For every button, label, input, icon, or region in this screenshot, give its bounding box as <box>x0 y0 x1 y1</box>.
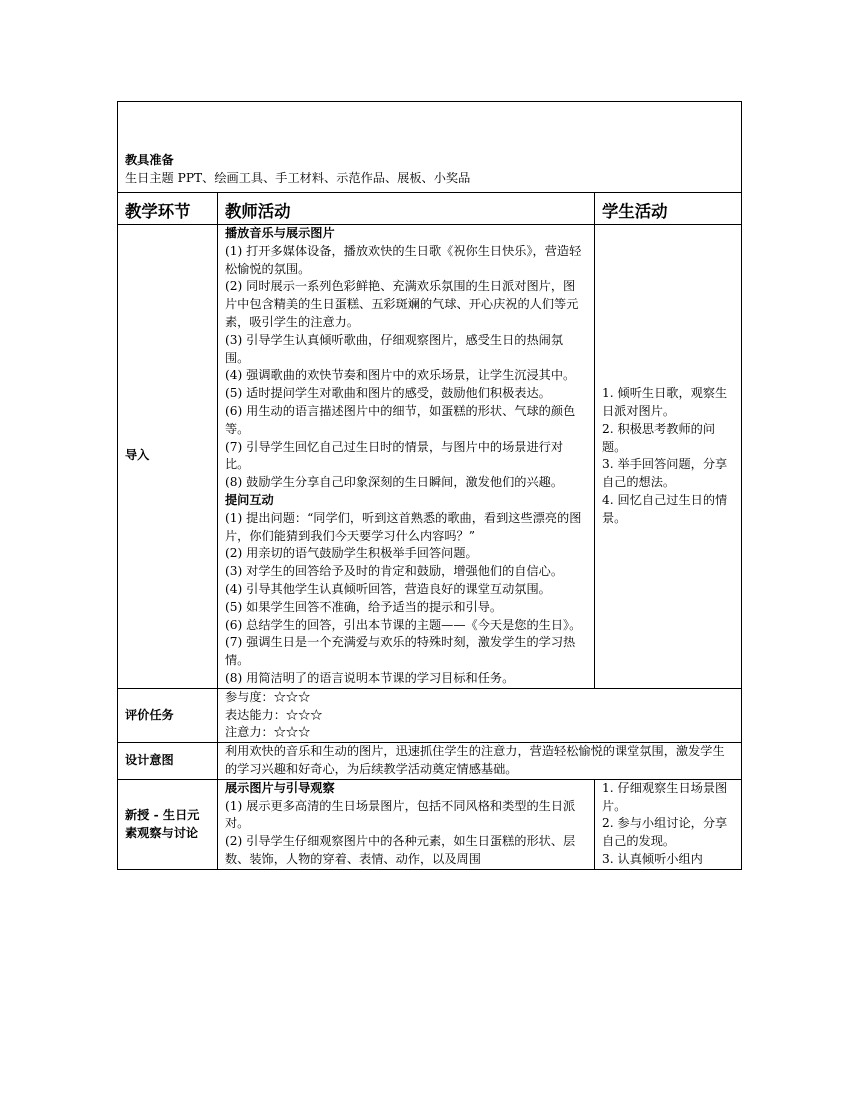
intro-section-title: 播放音乐与展示图片 <box>225 226 335 240</box>
prep-content: 生日主题 PPT、绘画工具、手工材料、示范作品、展板、小奖品 <box>125 171 471 186</box>
student-activity: 2. 积极思考教师的问题。 <box>602 421 716 454</box>
intro-row <box>118 225 742 689</box>
qa-item: (6) 总结学生的回答，引出本节课的主题——《今天是您的生日》。 <box>225 617 582 632</box>
new-stage: 新授 - 生日元素观察与讨论 <box>118 779 218 869</box>
lesson-plan-table <box>117 101 742 870</box>
new-student-cell <box>595 779 742 869</box>
intro-item: (2) 同时展示一系列色彩鲜艳、充满欢乐氛围的生日派对图片，图片中包含精美的生日蛋糕、五彩斑斓的气球、开心庆祝的人们等元素，吸引学生的注意力。 <box>225 279 579 329</box>
eval-row <box>118 688 742 742</box>
qa-item: (4) 引导其他学生认真倾听回答，营造良好的课堂互动氛围。 <box>225 581 551 596</box>
intro-item: (6) 用生动的语言描述图片中的细节，如蛋糕的形状、气球的颜色等。 <box>225 403 576 436</box>
eval-cell <box>218 688 742 742</box>
eval-item: 参与度：☆☆☆ <box>225 689 311 704</box>
prep-row <box>118 102 742 193</box>
eval-item: 注意力：☆☆☆ <box>225 725 311 740</box>
qa-item: (8) 用简洁明了的语言说明本节课的学习目标和任务。 <box>225 670 515 685</box>
header-row <box>118 193 742 225</box>
student-activity: 3. 举手回答问题，分享自己的想法。 <box>602 457 728 490</box>
student-activity: 1. 仔细观察生日场景图片。 <box>602 780 728 813</box>
qa-item: (5) 如果学生回答不准确，给予适当的提示和引导。 <box>225 599 503 614</box>
qa-item: (2) 用亲切的语气鼓励学生积极举手回答问题。 <box>225 546 478 561</box>
intro-item: (1) 打开多媒体设备，播放欢快的生日歌《祝你生日快乐》，营造轻松愉悦的氛围。 <box>225 243 582 276</box>
intent-text: 利用欢快的音乐和生动的图片，迅速抓住学生的注意力，营造轻松愉悦的课堂氛围，激发学生的学习兴趣和好奇心，为后续教学活动奠定情感基础。 <box>218 743 742 780</box>
qa-item: (7) 强调生日是一个充满爱与欢乐的特殊时刻，激发学生的学习热情。 <box>225 635 576 668</box>
intent-row <box>118 743 742 780</box>
prep-cell <box>118 102 742 193</box>
intro-item: (7) 引导学生回忆自己过生日时的情景，与图片中的场景进行对比。 <box>225 439 564 472</box>
header-stage: 教学环节 <box>118 193 218 225</box>
new-row <box>118 779 742 869</box>
intro-item: (3) 引导学生认真倾听歌曲，仔细观察图片，感受生日的热闹氛围。 <box>225 332 564 365</box>
new-teacher-cell <box>218 779 595 869</box>
intro-item: (5) 适时提问学生对歌曲和图片的感受，鼓励他们积极表达。 <box>225 386 551 401</box>
qa-item: (1) 提出问题：“同学们，听到这首熟悉的歌曲，看到这些漂亮的图片，你们能猜到我们今天要学习什么内容吗？” <box>225 510 582 543</box>
student-activity: 2. 参与小组讨论，分享自己的发现。 <box>602 816 728 849</box>
intro-stage: 导入 <box>118 225 218 689</box>
eval-stage: 评价任务 <box>118 688 218 742</box>
student-activity: 3. 认真倾听小组内 <box>602 851 703 866</box>
header-teacher: 教师活动 <box>218 193 595 225</box>
lesson-plan-page <box>117 101 741 870</box>
intro-item: (8) 鼓励学生分享自己印象深刻的生日瞬间，激发他们的兴趣。 <box>225 475 564 490</box>
qa-section-title: 提问互动 <box>225 492 274 507</box>
student-activity: 1. 倾听生日歌，观察生日派对图片。 <box>602 386 728 418</box>
header-student: 学生活动 <box>595 193 742 225</box>
intro-item: (4) 强调歌曲的欢快节奏和图片中的欢乐场景，让学生沉浸其中。 <box>225 368 576 383</box>
prep-title: 教具准备 <box>125 153 174 168</box>
new-item: (2) 引导学生仔细观察图片中的各种元素，如生日蛋糕的形状、层数、装饰，人物的穿着、表情、动作，以及周围 <box>225 834 576 866</box>
new-item: (1) 展示更多高清的生日场景图片，包括不同风格和类型的生日派对。 <box>225 798 576 831</box>
eval-item: 表达能力：☆☆☆ <box>225 707 323 722</box>
intro-student-cell <box>595 225 742 689</box>
intent-stage: 设计意图 <box>118 743 218 780</box>
student-activity: 4. 回忆自己过生日的情景。 <box>602 492 728 525</box>
qa-item: (3) 对学生的回答给予及时的肯定和鼓励，增强他们的自信心。 <box>225 564 564 579</box>
new-section-title: 展示图片与引导观察 <box>225 780 335 795</box>
intro-teacher-cell <box>218 225 595 689</box>
